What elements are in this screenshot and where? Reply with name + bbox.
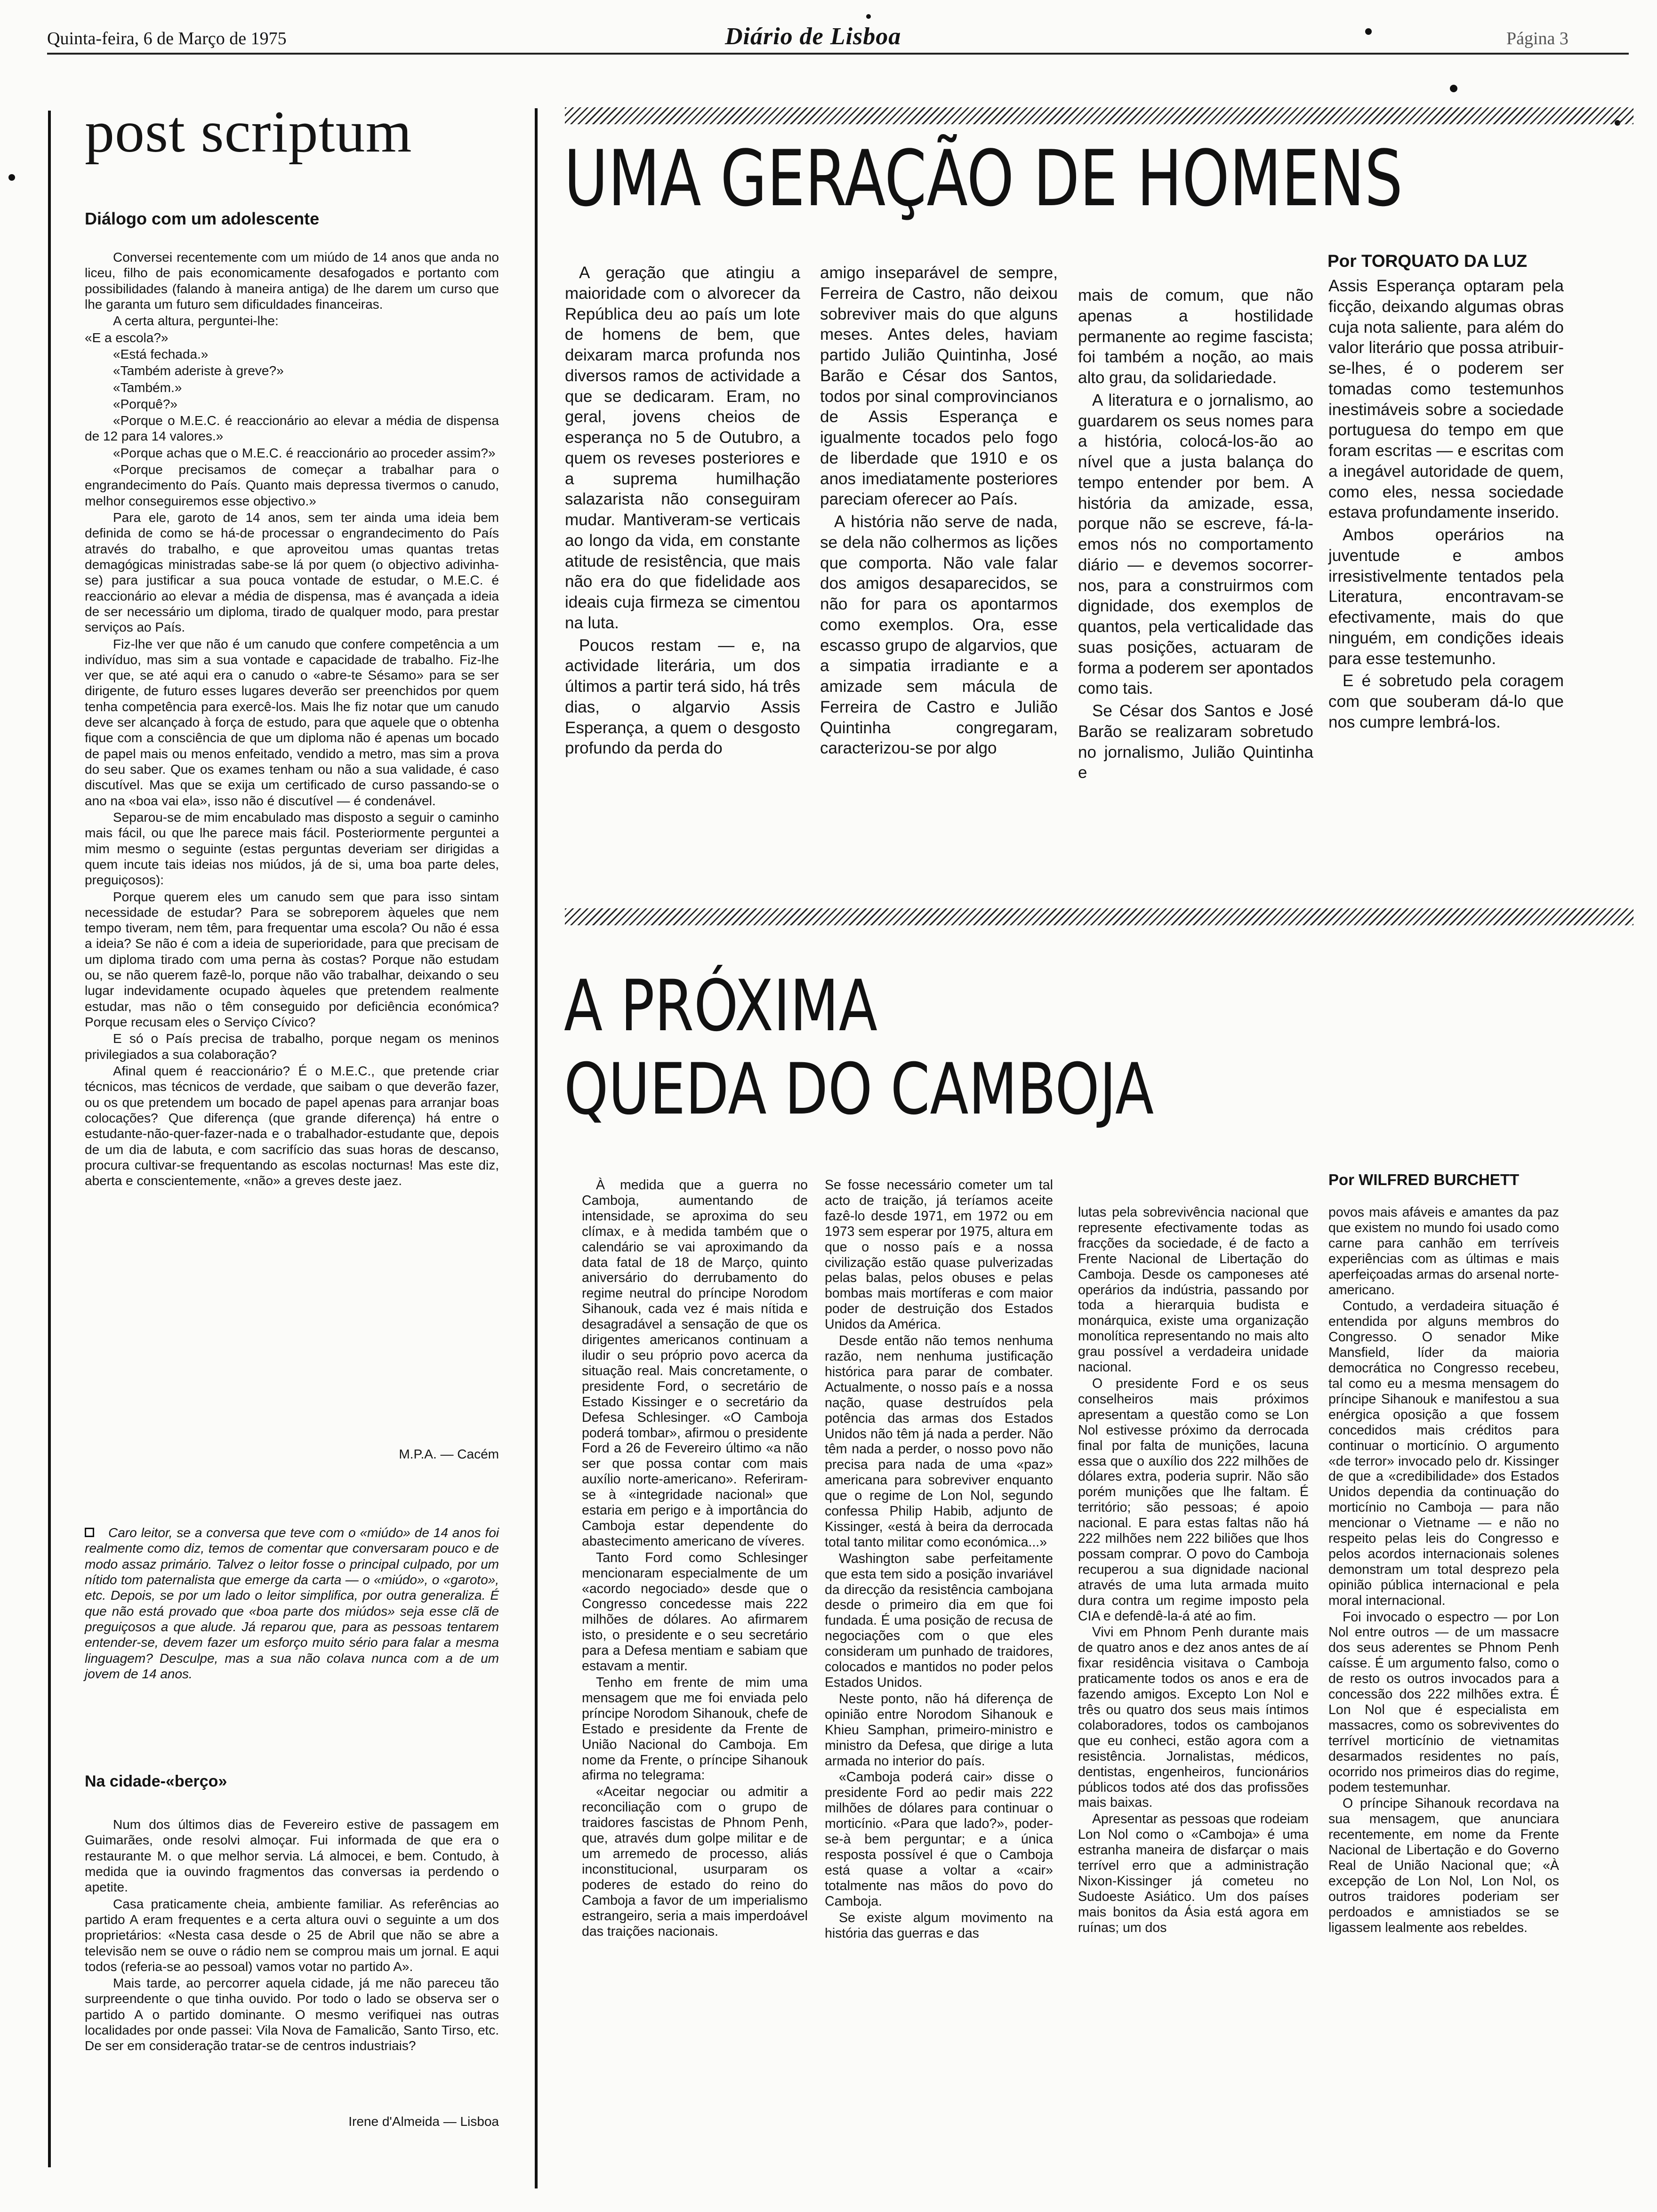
editor-note-text: Caro leitor, se a conversa que teve com o «miúdo» de 14 anos foi realmente como diz, temos de comentar que conversaram pouco e de modo assaz primário. Talvez o leitor fosse o principal culpado, por um nítido tom paternalista que emerge da carta — o «miúdo», o «garoto», etc. Depois, se por um lado o leitor simplifica, por outra generaliza. É que não está provado que «boa parte dos miúdos» seja esse clã de preguiçosos a que alude. Já reparou que, para as pessoas tentarem entender-se, devem fazer um esforço muito sério para falar a mesma linguagem? Desculpe, mas a sua não colava nunca com a de um jovem de 14 anos. [85,1525,499,1681]
paragraph: A história não serve de nada, se dela não colhermos as lições que comporta. Não vale falar dos amigos desaparecidos, se não for para os apontarmos como exemplos. Ora, esse escasso grupo de algarvios, que a simpatia irradiante e a amizade sem mácula de Ferreira de Castro e Julião Quintinha congregaram, caracterizou-se por algo [820,513,1058,758]
paragraph: E é sobretudo pela coragem com que souberam dá-lo que nos cumpre lembrá-los. [1328,672,1564,731]
editor-note [85,1525,499,1682]
article2-column-1 [582,1178,808,1940]
print-speck [1450,85,1457,92]
paragraph: mais de comum, que não apenas a hostilidade permanente ao regime fascista; foi também a noção, ao mais alto grau, da solidariedade. [1078,286,1313,387]
article2-column-4 [1328,1205,1559,1937]
hatched-rule-middle [565,908,1633,925]
paragraph: lutas pela sobrevivência nacional que represente efectivamente todas as fracções da sociedade, é de facto a Frente Nacional de Libertação do Camboja. Desde os camponeses até operários da indústria, passando por toda a hierarquia budista e monárquica, existe uma organização monolítica representando no mais alto grau possível a verdadeira unidade nacional. [1078,1205,1309,1375]
paragraph: Foi invocado o espectro — por Lon Nol entre outros — de um massacre dos seus aderentes se Phnom Penh caísse. É um argumento falso, como o de resto os outros invocados para a concessão dos 222 milhões extra. É Lon Nol que é especialista em massacres, como os sobreviventes do terrível morticínio de vietnamitas desarmados residentes no país, ocorrido nos primeiros dias do regime, podem testemunhar. [1328,1609,1559,1795]
article1-column-2 [820,263,1058,761]
paragraph: «Porque o M.E.C. é reaccionário ao elevar a média de dispensa de 12 para 14 valores.» [85,413,499,444]
paragraph: Tenho em frente de mim uma mensagem que me foi enviada pelo príncipe Norodom Sihanouk, chefe de Estado e presidente da Frente de União Nacional do Camboja. Em nome da Frente, o príncipe Sihanouk afirma no telegrama: [582,1675,808,1783]
paragraph: Porque querem eles um canudo sem que para isso sintam necessidade de estudar? Para se sobreporem àqueles que nem tempo tiveram, nem têm, para frequentar uma escola? Ou não é essa a ideia? Se não é com a ideia de superioridade, para que precisam de um diploma tirado com uma perna às costas? Porque não estudam ou, se não querem fazê-lo, porque não vão trabalhar, deixando o seu lugar indevidamente ocupado àqueles que pretendem realmente estudar, mas não o têm conseguido por deficiência económica? Porque recusam eles o Serviço Cívico? [85,889,499,1029]
paragraph: Fiz-lhe ver que não é um canudo que confere competência a um indivíduo, mas sim a sua vontade e capacidade de trabalho. Fiz-lhe ver que, se até aqui era o canudo o «abre-te Sésamo» para se ser dirigente, de futuro esses lugares deverão ser preenchidos por quem tenha competência para exercê-los. Mais lhe fiz notar que um canudo deve ser alcançado à força de estudo, para que aquele que o obtenha fique com a consciência de que um diploma não é apenas um bocado de papel mais ou menos enfeitado, vendido a metro, mas sim a prova do seu saber. Que os exames tenham ou não a sua validade, é caso discutível. Mas que se exija um certificado de curso passando-se o ano na «boa vai ela», isso não é discutível — é condenável. [85,636,499,808]
paragraph: Se César dos Santos e José Barão se realizaram sobretudo no jornalismo, Julião Quintinha e [1078,702,1313,782]
paragraph: Tanto Ford como Schlesinger mencionaram especialmente de um «acordo negociado» desde que o Congresso concedesse mais 222 milhões de dólares. Ao afirmarem isto, o presidente e o seu secretário para a Defesa mentiam e sabiam que estavam a mentir. [582,1550,808,1674]
masthead: Diário de Lisboa [725,23,901,50]
paragraph: Apresentar as pessoas que rodeiam Lon Nol como o «Camboja» é uma estranha maneira de disfarçar o mais terrível erro que a administração Nixon-Kissinger já cometeu no Sudoeste Asiático. Um dos países mais bonitos da Ásia está agora em ruínas; um dos [1078,1811,1309,1935]
article1-byline: Por TORQUATO DA LUZ [1327,251,1528,271]
paragraph: Neste ponto, não há diferença de opinião entre Norodom Sihanouk e Khieu Samphan, primeiro-ministro e ministro da Defesa, que dirige a luta armada no interior do país. [825,1691,1053,1769]
hatched-rule-top [565,107,1633,124]
article2-headline-line1: A PRÓXIMA [564,965,877,1047]
paragraph: povos mais afáveis e amantes da paz que existem no mundo foi usado como carne para canhão em terríveis experiências com as últimas e mais aperfeiçoadas armas do arsenal norte-americano. [1328,1205,1559,1298]
paragraph: Casa praticamente cheia, ambiente familiar. As referências ao partido A eram frequentes e a certa altura ouvi o seguinte a um dos proprietários: «Nesta casa desde o 25 de Abril que não se abre a televisão nem se ouve o rádio nem se comprou mais um jornal. E aqui todos (referia-se ao pessoal) vamos votar no partido A». [85,1896,499,1974]
paragraph: «Está fechada.» [113,346,209,361]
paragraph: «Porque precisamos de começar a trabalhar para o engrandecimento do País. Quanto mais depressa tivermos o canudo, melhor conseguiremos esse objectivo.» [85,462,499,508]
ps-section-cidade [85,1817,499,2055]
paragraph: Desde então não temos nenhuma razão, nem nenhuma justificação histórica para parar de combater. Actualmente, o nosso país e a nossa nação, quase destruídos pela potência das armas dos Estados Unidos não têm já nada a perder. Não têm nada a perder, o nosso povo não precisa para nada de uma «paz» americana para sobreviver enquanto que o regime de Lon Nol, segundo confessa Philip Habib, adjunto de Kissinger, «está à beira da derrocada total tanto militar como económica...» [825,1333,1053,1550]
ps-heading-dialogo: Diálogo com um adolescente [85,209,320,228]
ps-heading-cidade: Na cidade-«berço» [85,1772,227,1790]
paragraph: Assis Esperança optaram pela ficção, deixando algumas obras cuja nota saliente, para além do valor literário que possa atribuir-se-lhes, é o poderem ser tomadas como testemunhos inestimáveis sobre a sociedade portuguesa do tempo em que foram escritas — e escritas com a inegável autoridade de quem, como eles, nessa sociedade estava profundamente inserido. [1328,277,1564,522]
print-speck [8,174,15,181]
ps-signature-2: Irene d'Almeida — Lisboa [348,2114,499,2129]
article1-column-1 [565,263,800,761]
print-speck [866,14,871,19]
paragraph: «Porque achas que o M.E.C. é reaccionário ao proceder assim?» [113,445,496,460]
paragraph: Poucos restam — e, na actividade literária, um dos últimos a partir terá sido, há três dias, o algarvio Assis Esperança, a quem o desgosto profundo da perda do [565,636,800,758]
header-rule [47,53,1629,55]
article1-column-3 [1078,285,1313,785]
paragraph: Contudo, a verdadeira situação é entendida por alguns membros do Congresso. O senador Mike Mansfield, líder da maioria democrática no Congresso recebeu, tal como eu a mesma mensagem do príncipe Sihanouk e manifestou a sua enérgica oposição a que fossem concedidos mais créditos para continuar o morticínio. O argumento «de terror» invocado pelo dr. Kissinger de que a «credibilidade» dos Estados Unidos dependia da continuação do morticínio no Camboja — para não mencionar o Vietname — e não no respeito pelas leis do Congresso e pelos acordos internacionais solenes demonstram um total desprezo pela opinião pública internacional e pela moral internacional. [1328,1298,1559,1608]
paragraph: «Camboja poderá cair» disse o presidente Ford ao pedir mais 222 milhões de dólares para continuar o morticínio. «Para que lado?», poder-se-à bem perguntar; e a única resposta possível é que o Camboja está quase a voltar a «cair» totalmente nas mãos do povo do Camboja. [825,1770,1053,1909]
paragraph: Se fosse necessário cometer um tal acto de traição, já teríamos aceite fazê-lo desde 1971, em 1972 ou em 1973 sem esperar por 1975, altura em que o nosso país e a nossa civilização estão quase pulverizadas pelas balas, pelos obuses e pelas bombas mais mortíferas e com maior poder de destruição dos Estados Unidos da América. [825,1178,1053,1332]
paragraph: A certa altura, perguntei-lhe: [113,313,279,329]
article2-column-3 [1078,1205,1309,1937]
paragraph: Ambos operários na juventude e ambos irresistivelmente tentados pela Literatura, encontravam-se efectivamente, mais do que ninguém, em condições ideais para esse testemunho. [1328,526,1564,668]
paragraph: A literatura e o jornalismo, ao guardarem os seus nomes para a história, colocá-los-ão ao nível que a justa balança do tempo entender por bem. A história da amizade, essa, porque não se escreve, fá-la-emos nós no comportamento diário — e devemos socorrer-nos, para a construirmos com dignidade, dos exemplos de quantos, pela verticalidade das suas posições, actuaram de forma a poderem ser apontados como tais. [1078,391,1313,698]
column-divider-rule [535,108,538,2188]
ps-signature-1: M.P.A. — Cacém [399,1447,499,1461]
paragraph: «Aceitar negociar ou admitir a reconciliação com o grupo de traidores fascistas de Phnom Penh, que, através dum golpe militar e de um arremedo de processo, aliás inconstitucional, usurparam os poderes de estado do reino do Camboja a favor de um imperialismo estrangeiro, seria a mais imperdoável das traições nacionais. [582,1784,808,1939]
paragraph: Para ele, garoto de 14 anos, sem ter ainda uma ideia bem definida de como se há-de processar o engrandecimento do País através do trabalho, e que aproveitou umas quantas tretas demagógicas ministradas sabe-se lá por quem (o objectivo adivinha-se) para justificar a sua pouca vontade de estudar, o M.E.C. é reaccionário ao elevar a média de dispensa, mas é avançada a ideia de ser necessário um diploma, tirado de qualquer modo, para prestar serviços ao País. [85,510,499,635]
paragraph: O príncipe Sihanouk recordava na sua mensagem, que anunciara recentemente, em nome da Frente Nacional de Libertação e do Governo Real de União Nacional que; «À excepção de Lon Nol, Lon Nol, os outros traidores poderiam ser perdoados e amnistiados se se ligassem lealmente aos rebeldes. [1328,1796,1559,1935]
ps-section-dialogo [85,249,499,1189]
article1-column-4 [1328,276,1564,735]
post-scriptum-title: post scriptum [85,99,412,165]
paragraph: À medida que a guerra no Camboja, aumentando de intensidade, se aproxima do seu clímax, e à medida também que o calendário se vai aproximando da data fatal de 18 de Março, quinto aniversário do derrubamento do regime neutral do príncipe Norodom Sihanouk, cada vez é mais nítida e desagradável a sensação de que os dirigentes americanos continuam a iludir o seu próprio povo acerca da situação real. Mais concretamente, o presidente Ford, o secretário de Estado Kissinger e o secretário da Defesa Schlesinger. «O Camboja poderá tombar», afirmou o presidente Ford a 26 de Fevereiro último «a não ser que possa contar com mais auxílio norte-americano». Referiram-se à «integridade nacional» que estaria em perigo e à importância do Camboja estar dependente do abastecimento americano de víveres. [582,1178,808,1549]
article2-byline: Por WILFRED BURCHETT [1328,1171,1520,1188]
page-number: Página 3 [1506,29,1569,48]
paragraph: E só o País precisa de trabalho, porque negam os meninos privilegiados a sua colaboração? [85,1031,499,1062]
paragraph: Afinal quem é reaccionário? É o M.E.C., que pretende criar técnicos, mas técnicos de verdade, que saibam o que deverão fazer, ou os que pretendem um bocado de papel apenas para arranjar boas colocações? Que diferença (que grande diferença) há entre o estudante-não-quer-fazer-nada e o trabalhador-estudante que, depois de um dia de labuta, e com sacrifício das suas horas de descanso, procura cultivar-se frequentando as escolas nocturnas! Mas este diz, aberta e conscientemente, «não» a greves deste jaez. [85,1063,499,1188]
article2-column-2 [825,1178,1053,1942]
header-date: Quinta-feira, 6 de Março de 1975 [47,29,287,48]
paragraph: «Também.» [113,380,182,395]
paragraph: «Porquê?» [113,396,178,411]
article1-headline: UMA GERAÇÃO DE HOMENS [564,134,1403,224]
paragraph: A geração que atingiu a maioridade com o alvorecer da República deu ao país um lote de homens de bem, que deixaram marca profunda nos diversos ramos de actividade a que se dedicaram. Eram, no geral, jovens cheios de esperança no 5 de Outubro, a quem os reveses posteriores e a suprema humilhação salazarista não conseguiram mudar. Mantiveram-se verticais ao longo da vida, em constante atitude de resistência, que mais não era do que fidelidade aos ideais cuja firmeza se cimentou na luta. [565,264,800,632]
article2-headline-line2: QUEDA DO CAMBOJA [564,1049,1154,1130]
paragraph: Conversei recentemente com um miúdo de 14 anos que anda no liceu, filho de pais economicamente desafogados e portanto com possibilidades (falando à maneira antiga) de lhe darem um curso que lhe garanta um futuro sem dificuldades financeiras. [85,250,499,312]
paragraph: amigo inseparável de sempre, Ferreira de Castro, não deixou sobreviver mais do que alguns meses. Antes deles, haviam partido Julião Quintinha, José Barão e César dos Santos, todos por sinal comprovincianos de Assis Esperança e igualmente tocados pelo fogo de liberdade que 1910 e os anos imediatamente posteriores pareciam oferecer ao País. [820,264,1058,509]
paragraph: Se existe algum movimento na história das guerras e das [825,1910,1053,1941]
paragraph: «Também aderiste à greve?» [113,363,284,378]
paragraph: O presidente Ford e os seus conselheiros mais próximos apresentam a questão como se Lon Nol estivesse próximo da derrocada final por falta de munições, lacuna essa que o auxílio dos 222 milhões de dólares extra, poderia suprir. Não são porém munições que lhe faltam. É território; são pessoas; é apoio nacional. E para estas faltas não há 222 milhões nem 222 biliões que lhos possam comprar. O povo do Camboja recuperou a sua dignidade nacional através de uma luta armada muito dura contra um regime imposto pela CIA e defendê-la-á até ao fim. [1078,1376,1309,1624]
paragraph: Num dos últimos dias de Fevereiro estive de passagem em Guimarães, onde resolvi almoçar. Fui informada de que era o restaurante M. o que melhor servia. Lá almocei, e bem. Contudo, à medida que ia ouvindo fragmentos das conversas ia perdendo o apetite. [85,1817,499,1895]
left-margin-rule [48,111,51,2167]
paragraph: «E a escola?» [85,330,169,345]
paragraph: Mais tarde, ao percorrer aquela cidade, já me não pareceu tão surpreendente o que tinha ouvido. Por todo o lado se observa ser o partido A o partido dominante. O mesmo verifiquei nas outras localidades por onde passei: Vila Nova de Famalicão, Santo Tirso, etc. De ser em consideração tratar-se de centros industriais? [85,1976,499,2053]
paragraph: Washington sabe perfeitamente que esta tem sido a posição invariável da direcção da resistência cambojana desde o primeiro dia em que foi fundada. É uma posição de recusa de negociações com o que eles consideram um punhado de traidores, colocados e mantidos no poder pelos Estados Unidos. [825,1551,1053,1690]
print-speck [1365,28,1372,35]
paragraph: Separou-se de mim encabulado mas disposto a seguir o caminho mais fácil, ou que lhe parece mais fácil. Posteriormente perguntei a mim mesmo o seguinte (estas perguntas deveriam ser dirigidas a quem incute tais ideias nos miúdos, já de si, uma boa parte deles, preguiçosos): [85,809,499,888]
paragraph: Vivi em Phnom Penh durante mais de quatro anos e dez anos antes de aí fixar residência visitava o Camboja praticamente todos os anos e era de fazendo amigos. Excepto Lon Nol e três ou quatro dos seus mais íntimos colaboradores, todos os cambojanos que eu conheci, estão agora com a resistência. Jornalistas, médicos, dentistas, engenheiros, funcionários públicos todos até dos das profissões mais baixas. [1078,1625,1309,1811]
article2-headline [564,965,1154,1131]
editor-note-box-icon [85,1528,94,1537]
